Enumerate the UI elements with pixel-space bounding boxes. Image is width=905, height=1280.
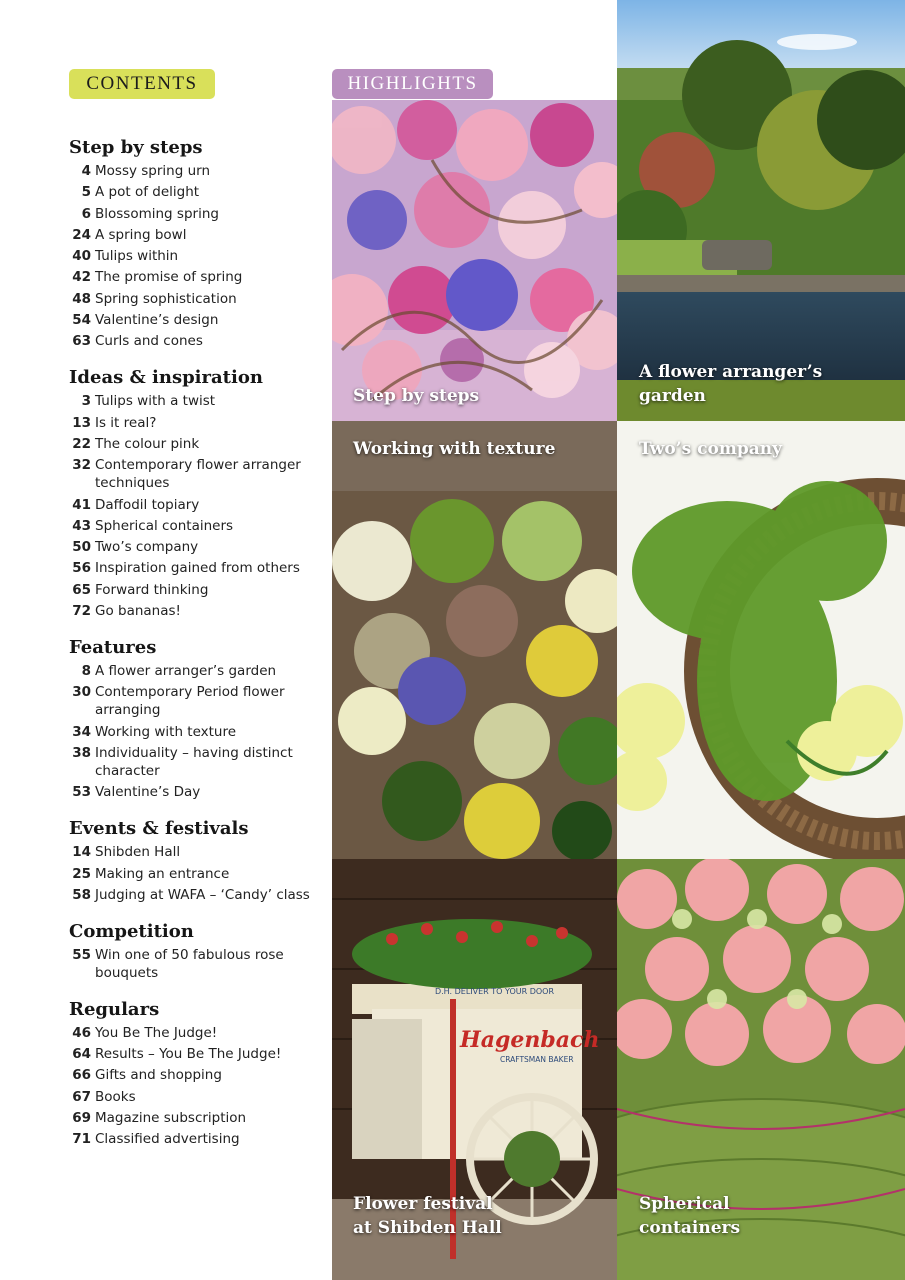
- toc-page-number: 50: [72, 539, 91, 556]
- twos-company-caption: Two’s company: [639, 439, 782, 459]
- toc-page-number: 65: [72, 581, 91, 598]
- toc-entry[interactable]: [69, 392, 324, 410]
- toc-page-number: 34: [72, 723, 91, 740]
- toc-section: [69, 634, 324, 801]
- toc-entry-label: A flower arranger’s garden: [95, 663, 277, 680]
- garden-caption-line-1: A flower arranger’s: [639, 362, 823, 382]
- toc-page-number: 38: [72, 744, 91, 761]
- toc-section: [69, 918, 324, 982]
- toc-entry[interactable]: [69, 843, 324, 861]
- toc-entry[interactable]: [69, 268, 324, 286]
- toc-page-number: 67: [72, 1088, 91, 1105]
- cart-brand: Hagenbach: [460, 1027, 600, 1053]
- toc-entry[interactable]: [69, 723, 324, 741]
- toc-entry[interactable]: [69, 683, 324, 719]
- toc-page-number: 24: [72, 226, 91, 243]
- toc-section: [69, 364, 324, 620]
- toc-entry[interactable]: [69, 435, 324, 453]
- texture-arrangement-image: [332, 421, 617, 859]
- toc-page-number: 22: [72, 435, 91, 452]
- garden-pond-image: [617, 0, 905, 421]
- toc-entry-label: Daffodil topiary: [95, 496, 200, 513]
- toc-section: [69, 134, 324, 350]
- toc-entry-label: You Be The Judge!: [95, 1024, 218, 1041]
- toc-page-number: 14: [72, 844, 91, 861]
- toc-page-number: 55: [72, 946, 91, 963]
- toc-page-number: 64: [72, 1046, 91, 1063]
- toc-entry-label: The promise of spring: [95, 269, 243, 286]
- toc-entry-label: Contemporary Period flower arranging: [95, 684, 285, 719]
- toc-entry-label: Working with texture: [95, 723, 237, 740]
- toc-section-title: Step by steps: [69, 137, 203, 158]
- toc-page-number: 53: [72, 784, 91, 801]
- toc-page-number: 41: [72, 496, 91, 513]
- toc-entry[interactable]: [69, 332, 324, 350]
- toc-entry[interactable]: [69, 1024, 324, 1042]
- toc-page-number: 46: [72, 1024, 91, 1041]
- toc-page-number: 42: [72, 269, 91, 286]
- toc-entry-label: Blossoming spring: [95, 205, 219, 222]
- contents-badge: CONTENTS: [69, 69, 215, 99]
- toc-entry[interactable]: [69, 946, 324, 982]
- flower-arrangement-image: [332, 100, 617, 421]
- toc-page-number: 4: [81, 163, 91, 179]
- toc-section-title: Events & festivals: [69, 818, 249, 840]
- toc-entry[interactable]: [69, 226, 324, 244]
- toc-entry-label: Tulips within: [95, 248, 179, 265]
- texture-photo[interactable]: [332, 421, 617, 859]
- toc-section-title: Competition: [69, 920, 194, 942]
- toc-page-number: 6: [81, 205, 91, 222]
- spherical-photo[interactable]: [617, 859, 905, 1280]
- toc-entry[interactable]: [69, 311, 324, 329]
- toc-section: [69, 996, 324, 1148]
- toc-entry-label: Making an entrance: [95, 865, 230, 882]
- toc-entry[interactable]: [69, 559, 324, 577]
- toc-entry[interactable]: [69, 783, 324, 801]
- garden-caption: [639, 360, 822, 408]
- toc-section: [69, 815, 324, 904]
- step-by-steps-photo[interactable]: [332, 100, 617, 421]
- toc-entry-label: Tulips with a twist: [95, 393, 216, 410]
- festival-photo[interactable]: [332, 859, 617, 1280]
- toc-entry-label: Gifts and shopping: [95, 1067, 222, 1084]
- toc-entry-label: Win one of 50 fabulous rose bouquets: [95, 946, 284, 981]
- toc-entry[interactable]: [69, 517, 324, 535]
- cart-sign: D.H. DELIVER TO YOUR DOOR: [434, 987, 555, 996]
- toc-entry[interactable]: [69, 1088, 324, 1106]
- toc-entry-label: Contemporary flower arranger techniques: [95, 457, 301, 492]
- cart-subtitle: CRAFTSMAN BAKER: [500, 1055, 574, 1064]
- toc-entry-label: Curls and cones: [95, 333, 203, 350]
- toc-entry[interactable]: [69, 414, 324, 432]
- toc-section-title: Regulars: [69, 998, 160, 1020]
- toc-page-number: 54: [72, 312, 91, 329]
- toc-page-number: 8: [81, 663, 91, 680]
- toc-entry[interactable]: [69, 183, 324, 201]
- toc-entry-label: Two’s company: [95, 539, 199, 556]
- festival-caption: [353, 1192, 502, 1240]
- step-by-steps-caption: Step by steps: [353, 386, 480, 406]
- toc-entry-label: Judging at WAFA – ‘Candy’ class: [95, 886, 310, 903]
- toc-page-number: 43: [72, 517, 91, 534]
- toc-entry-label: Books: [95, 1088, 136, 1105]
- toc-entry[interactable]: [69, 162, 324, 180]
- toc-entry-label: Go bananas!: [95, 603, 181, 620]
- toc-entry[interactable]: [69, 538, 324, 556]
- toc-entry[interactable]: [69, 456, 324, 492]
- toc-entry[interactable]: [69, 886, 324, 904]
- toc-entry-label: Spherical containers: [95, 517, 234, 534]
- toc-entry-label: Valentine’s design: [95, 312, 219, 329]
- toc-page-number: 13: [72, 414, 91, 431]
- toc-entry[interactable]: [69, 205, 324, 223]
- toc-entry[interactable]: [69, 1066, 324, 1084]
- toc-entry-label: The colour pink: [95, 435, 200, 452]
- toc-page-number: 48: [72, 290, 91, 307]
- toc-section-title: Ideas & inspiration: [69, 367, 263, 389]
- toc-entry-label: Is it real?: [95, 414, 157, 431]
- toc-page-number: 56: [72, 560, 91, 577]
- toc-page-number: 30: [72, 684, 91, 701]
- twos-company-photo[interactable]: [617, 421, 905, 859]
- toc-entry[interactable]: [69, 290, 324, 308]
- toc-page-number: 3: [81, 393, 91, 410]
- toc-entry[interactable]: [69, 496, 324, 514]
- toc-entry[interactable]: [69, 865, 324, 883]
- toc-entry-label: Classified advertising: [95, 1131, 240, 1148]
- toc-page-number: 5: [81, 184, 91, 201]
- toc-page-number: 25: [72, 865, 91, 882]
- toc-page-number: 72: [72, 603, 91, 620]
- toc-entry-label: Spring sophistication: [95, 290, 237, 307]
- toc-entry[interactable]: [69, 1109, 324, 1127]
- toc-page-number: 71: [72, 1131, 91, 1148]
- spherical-caption-line-1: Spherical: [639, 1194, 730, 1214]
- toc-page-number: 69: [72, 1110, 91, 1127]
- spherical-caption: [639, 1192, 740, 1240]
- toc-entry[interactable]: [69, 1045, 324, 1063]
- toc-entry[interactable]: [69, 602, 324, 620]
- texture-caption: Working with texture: [353, 439, 556, 459]
- garden-caption-line-2: garden: [639, 386, 706, 406]
- toc-entry[interactable]: [69, 581, 324, 599]
- festival-caption-line-2: at Shibden Hall: [353, 1218, 502, 1238]
- toc-page-number: 40: [72, 248, 91, 265]
- spherical-caption-line-2: containers: [639, 1218, 741, 1238]
- toc-entry-label: A spring bowl: [95, 226, 187, 243]
- toc-entry-label: Mossy spring urn: [95, 163, 211, 179]
- toc-page-number: 58: [72, 886, 91, 903]
- toc-entry-label: Magazine subscription: [95, 1110, 247, 1127]
- toc-page-number: 63: [72, 333, 91, 350]
- table-of-contents: [69, 134, 324, 1162]
- toc-entry[interactable]: [69, 662, 324, 680]
- garden-photo[interactable]: [617, 0, 905, 421]
- toc-entry[interactable]: [69, 744, 324, 780]
- toc-page-number: 32: [72, 457, 91, 474]
- toc-section-title: Features: [69, 637, 157, 659]
- toc-page-number: 66: [72, 1067, 91, 1084]
- toc-entry-label: Forward thinking: [95, 581, 209, 598]
- wreath-image: [617, 421, 905, 859]
- toc-entry[interactable]: [69, 247, 324, 265]
- toc-entry-label: Valentine’s Day: [95, 784, 201, 801]
- toc-entry-label: Shibden Hall: [95, 844, 181, 861]
- toc-entry[interactable]: [69, 1130, 324, 1148]
- toc-entry-label: Individuality – having distinct character: [95, 744, 293, 779]
- toc-entry-label: Inspiration gained from others: [95, 560, 300, 577]
- highlights-badge: HIGHLIGHTS: [332, 69, 493, 99]
- toc-entry-label: A pot of delight: [95, 184, 200, 201]
- toc-entry-label: Results – You Be The Judge!: [95, 1046, 282, 1063]
- festival-caption-line-1: Flower festival: [353, 1194, 493, 1214]
